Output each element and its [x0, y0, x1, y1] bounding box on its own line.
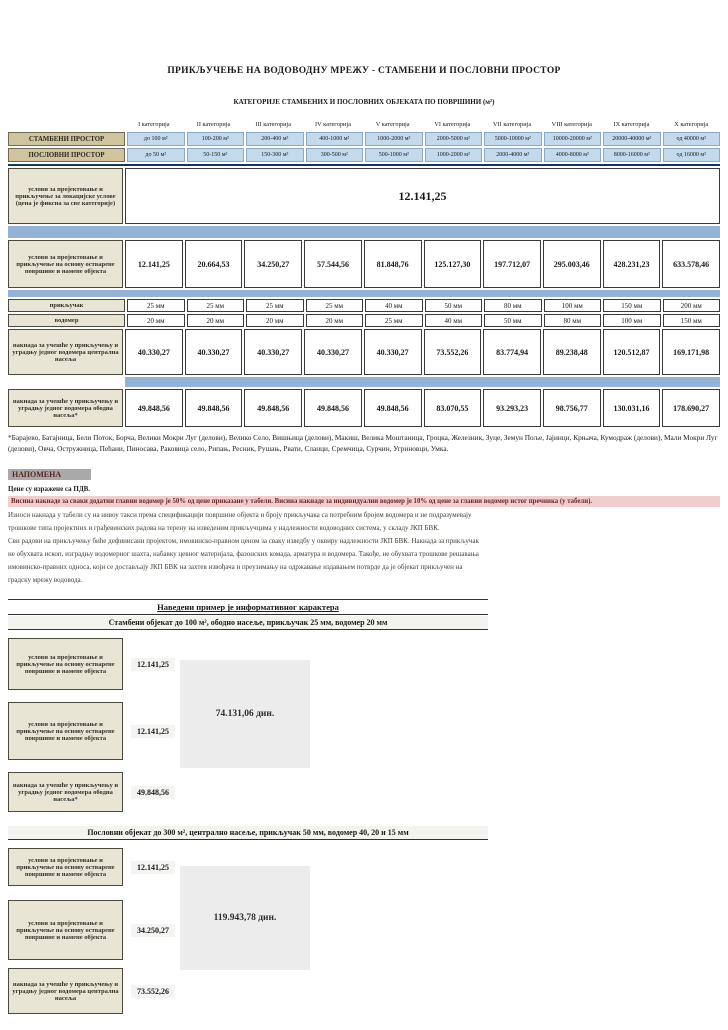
table-row — [8, 240, 720, 288]
value-cell: 34.250,27 — [244, 240, 302, 288]
fixed-price-cell: 12.141,25 — [125, 168, 720, 224]
value-cell: 40.330,27 — [185, 329, 243, 375]
vat-note: Цене су изражене са ПДВ. — [8, 484, 91, 493]
note-line: трошкове типа пројектних и грађевинских радова на терену на изведеним прикључцима у надлежности водоводних система, у складу ЈКП БВК. — [8, 523, 440, 532]
category-header-cell: IX категорија — [613, 120, 650, 128]
settlements-footnote: *Барајево, Батајница, Бели Поток, Борча, Велики Мокри Луг (делови), Велико Село, Вишњица (делови), Макиш, Велика Моштаница, Гроцка, Железник, Зуце, Земун Поље, Јајинци, Крњача, Кумодраж (делови), Мали Мокри Луг (делови), Овча, Остружница, Пећани, Пиносава, Раковица село, Рипањ, Ресник, Рушањ, Рвати, Сланци, Сремчица, Сурчин, Угриновци, Умка. — [8, 433, 718, 454]
range-cell: 300-500 м² — [306, 148, 364, 162]
dimension-cell: 80 мм — [484, 299, 542, 312]
range-cell: 400-1000 м² — [306, 132, 364, 146]
label-spacer — [8, 377, 123, 387]
fees-table — [8, 118, 720, 427]
dimension-cell: 25 мм — [306, 299, 364, 312]
table-row — [8, 168, 720, 224]
value-cell: 83.070,55 — [424, 389, 482, 427]
table-row — [8, 148, 720, 162]
note-line: не обухвата ископ, изградњу водомерног шахта, набавку цевног материјала, фазонских комада, арматура и водомера. Такође, не обухвата трошкове решавања — [8, 550, 479, 559]
example-row-value: 12.141,25 — [131, 725, 175, 738]
value-cell: 93.293,23 — [483, 389, 541, 427]
separator-band — [125, 377, 720, 387]
dimension-cell: 25 мм — [127, 299, 185, 312]
example-row — [8, 968, 720, 1014]
range-cell: 1000-2000 м² — [425, 148, 483, 162]
row-label: СТАМБЕНИ ПРОСТОР — [8, 132, 125, 146]
example-body — [8, 840, 720, 1014]
dimension-cell: 20 мм — [306, 314, 364, 327]
dimension-cell: 20 мм — [246, 314, 304, 327]
value-cell: 49.848,56 — [364, 389, 422, 427]
value-cell: 295.003,46 — [543, 240, 601, 288]
value-cell: 20.664,53 — [185, 240, 243, 288]
row-label: услови за пројектовање и прикључење за локацијске услове (цена је фиксна за све категорије) — [8, 168, 123, 224]
table-row — [8, 132, 720, 146]
range-cell: 20000-40000 м² — [603, 132, 661, 146]
note-line: градску мрежу водовода. — [8, 576, 83, 585]
value-cell: 57.544,56 — [304, 240, 362, 288]
row-label: накнада за учешће у прикључењу и уградњу једног водомера централна насеља — [8, 329, 123, 375]
table-row — [8, 299, 720, 312]
value-cell: 40.330,27 — [244, 329, 302, 375]
example-row — [8, 638, 720, 690]
example-row-value: 12.141,25 — [131, 658, 175, 671]
dimension-cell: 80 мм — [544, 314, 602, 327]
value-cell: 428.231,23 — [603, 240, 661, 288]
total-amount: 74.131,06 дин. — [180, 660, 310, 768]
value-cell: 633.578,46 — [662, 240, 720, 288]
header-rule — [8, 164, 720, 166]
table-row — [8, 389, 720, 427]
dimension-cell: 25 мм — [187, 299, 245, 312]
row-label: ПОСЛОВНИ ПРОСТОР — [8, 148, 125, 162]
range-cell: 50-150 м² — [187, 148, 245, 162]
range-cell: од 40000 м² — [663, 132, 721, 146]
range-cell: 200-400 м² — [246, 132, 304, 146]
row-label: накнада за учешће у прикључењу и уградњу једног водомера ободна насеља* — [8, 389, 123, 427]
range-cell: 8000-16000 м² — [603, 148, 661, 162]
value-cell: 49.848,56 — [185, 389, 243, 427]
value-cell: 83.774,94 — [483, 329, 541, 375]
page-title: ПРИКЉУЧЕЊЕ НА ВОДОВОДНУ МРЕЖУ - СТАМБЕНИ И ПОСЛОВНИ ПРОСТОР — [167, 66, 561, 76]
range-cell: 2000-4000 м² — [484, 148, 542, 162]
dimension-cell: 100 мм — [603, 314, 661, 327]
table-row — [8, 329, 720, 375]
note-line: имовинско-правних односа, који се достављају ЈКП БВК на захтев извођача и преузимању на одржавање издавањем потврде да је објекат прикључен на — [8, 563, 463, 572]
example-row-value: 73.552,26 — [131, 985, 175, 998]
total-amount: 119.943,78 дин. — [180, 866, 310, 970]
separator-band — [8, 290, 720, 297]
value-cell: 89.238,48 — [543, 329, 601, 375]
example-row-label: услови за пројектовање и прикључење на основу остварене површине и намене објекта — [8, 900, 123, 960]
dimension-cell: 20 мм — [127, 314, 185, 327]
example-row — [8, 900, 720, 960]
examples-section — [8, 599, 720, 1014]
example-row-value: 49.848,56 — [131, 786, 175, 799]
value-cell: 40.330,27 — [125, 329, 183, 375]
example-row-label: накнада за учешће у прикључењу и уградњу једног водомера централна насеља — [8, 968, 123, 1014]
note-line: Сви радови на прикључењу биће дефинисани пројектом, имовинско-правном ценом за сваку изведбу у оквиру надлежности ЈКП БВК. Накнада за прикључак — [8, 536, 479, 545]
label-spacer — [8, 118, 123, 130]
table-row — [8, 314, 720, 327]
category-header-cell: IV категорија — [315, 120, 351, 128]
example-row — [8, 772, 720, 812]
value-cell: 49.848,56 — [304, 389, 362, 427]
category-header-cell: V категорија — [375, 120, 410, 128]
note-line: Износи накнада у табели су на нивоу такси према спецификацији површине објекта и броју прикључака са потребним бројем водомера и не подразумевају — [8, 510, 472, 519]
category-header-cell: III категорија — [255, 120, 292, 128]
separator-band — [8, 226, 720, 238]
example-row-value: 12.141,25 — [131, 861, 175, 874]
example-row — [8, 848, 720, 886]
row-label: водомер — [8, 314, 125, 327]
value-cell: 73.552,26 — [424, 329, 482, 375]
highlighted-note: Висина накнаде за сваки додатни главни водомер је 50% од цене приказане у табели. Висина накнаде за индивидуални водомер је 10% од цене за главни водомер истог пречника (у табели). — [8, 496, 720, 507]
value-cell: 98.756,77 — [543, 389, 601, 427]
range-cell: од 16000 м² — [663, 148, 721, 162]
range-cell: 4000-8000 м² — [544, 148, 602, 162]
value-cell: 49.848,56 — [244, 389, 302, 427]
page-subtitle: КАТЕГОРИЈЕ СТАМБЕНИХ И ПОСЛОВНИХ ОБЈЕКАТА ПО ПОВРШИНИ (м²) — [233, 98, 495, 106]
notes-section — [8, 464, 720, 586]
example-body — [8, 630, 720, 812]
range-cell: 1000-2000 м² — [365, 132, 423, 146]
examples-header: Наведени пример је информативног карактера — [8, 599, 488, 615]
category-header-cell: I категорија — [138, 120, 170, 128]
example-row — [8, 702, 720, 760]
range-cell: до 100 м² — [127, 132, 185, 146]
example-subtitle: Стамбени објекат до 100 м², ободно насеље, прикључак 25 мм, водомер 20 мм — [8, 616, 488, 630]
example-row-label: накнада за учешће у прикључењу и уградњу једног водомера ободна насеља* — [8, 772, 123, 812]
range-cell: 100-200 м² — [187, 132, 245, 146]
value-cell: 125.127,30 — [424, 240, 482, 288]
value-cell: 178.690,27 — [662, 389, 720, 427]
row-label: услови за пројектовање и прикључење на основу остварене површине и намене објекта — [8, 240, 123, 288]
value-cell: 169.171,98 — [662, 329, 720, 375]
range-cell: 2000-5000 м² — [425, 132, 483, 146]
range-cell: 10000-20000 м² — [544, 132, 602, 146]
example-row-label: услови за пројектовање и прикључење на основу остварене површине и намене објекта — [8, 638, 123, 690]
value-cell: 81.848,76 — [364, 240, 422, 288]
category-header-cell: X категорија — [674, 120, 709, 128]
dimension-cell: 40 мм — [365, 299, 423, 312]
value-cell: 120.512,87 — [603, 329, 661, 375]
example-subtitle: Пословни објекат до 300 м², централно насеље, прикључак 50 мм, водомер 40, 20 и 15 мм — [8, 826, 488, 840]
dimension-cell: 100 мм — [544, 299, 602, 312]
dimension-cell: 25 мм — [246, 299, 304, 312]
example-row-value: 34.250,27 — [131, 924, 175, 937]
value-cell: 197.712,07 — [483, 240, 541, 288]
range-cell: до 50 м² — [127, 148, 185, 162]
dimension-cell: 50 мм — [484, 314, 542, 327]
row-label: прикључак — [8, 299, 125, 312]
dimension-cell: 25 мм — [365, 314, 423, 327]
category-header-cell: VII категорија — [493, 120, 532, 128]
separator-band-row — [8, 377, 720, 387]
dimension-cell: 50 мм — [425, 299, 483, 312]
dimension-cell: 150 мм — [663, 314, 721, 327]
category-header-cell: VI категорија — [434, 120, 471, 128]
dimension-cell: 200 мм — [663, 299, 721, 312]
value-cell: 40.330,27 — [364, 329, 422, 375]
table-row — [8, 118, 720, 130]
notes-body — [8, 510, 720, 586]
example-row-label: услови за пројектовање и прикључење на основу остварене површине и намене објекта — [8, 848, 123, 886]
dimension-cell: 40 мм — [425, 314, 483, 327]
example-row-label: услови за пројектовање и прикључење на основу остварене површине и намене објекта — [8, 702, 123, 760]
dimension-cell: 150 мм — [603, 299, 661, 312]
value-cell: 130.031,16 — [603, 389, 661, 427]
value-cell: 40.330,27 — [304, 329, 362, 375]
value-cell: 49.848,56 — [125, 389, 183, 427]
range-cell: 500-1000 м² — [365, 148, 423, 162]
category-header-cell: II категорија — [196, 120, 231, 128]
category-header-cell: VIII категорија — [551, 120, 592, 128]
notes-header: НАПОМЕНА — [8, 469, 91, 480]
range-cell: 5000-10000 м² — [484, 132, 542, 146]
range-cell: 150-300 м² — [246, 148, 304, 162]
value-cell: 12.141,25 — [125, 240, 183, 288]
dimension-cell: 20 мм — [187, 314, 245, 327]
